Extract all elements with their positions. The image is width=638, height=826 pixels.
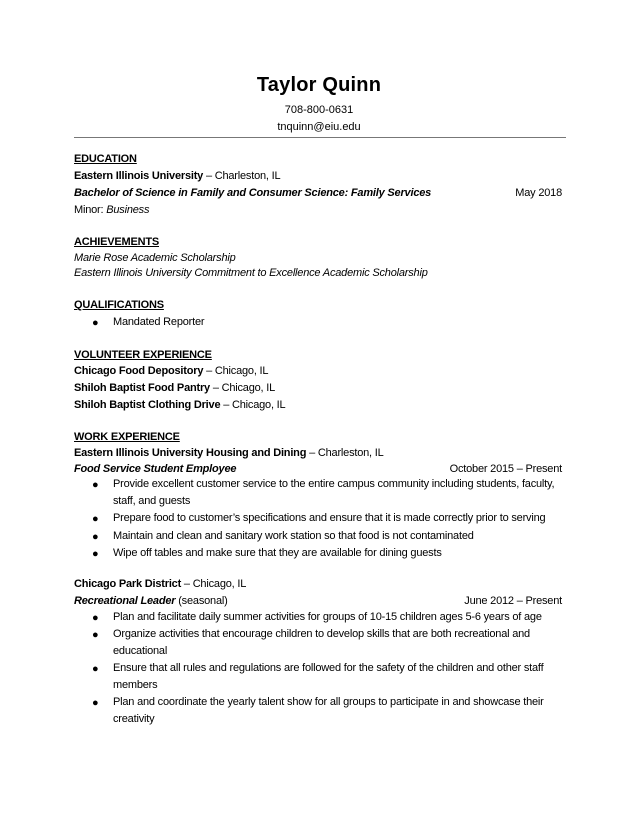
- job-title: Food Service Student Employee: [74, 463, 237, 475]
- phone-number: 708-800-0631: [284, 104, 354, 116]
- education-minor-line: [74, 203, 564, 217]
- bullet-icon: ●: [92, 663, 99, 675]
- job-location: – Chicago, IL: [181, 578, 247, 590]
- bullet-icon: ●: [92, 317, 99, 329]
- graduation-date: May 2018: [515, 187, 562, 199]
- email-address[interactable]: tnquinn@eiu.edu: [277, 121, 361, 133]
- volunteer-location: – Chicago, IL: [220, 399, 286, 411]
- job-bullet: Prepare food to customer’s specifications and ensure that it is made correctly prior to serving: [113, 512, 546, 524]
- job-bullet: Maintain and clean and sanitary work station so that food is not contaminated: [113, 530, 474, 542]
- job-title-line: [74, 462, 564, 476]
- education-heading: EDUCATION: [74, 153, 137, 165]
- bullet-icon: ●: [92, 479, 99, 491]
- school-location: – Charleston, IL: [203, 170, 281, 182]
- qualifications-heading: QUALIFICATIONS: [74, 299, 164, 311]
- school-name: Eastern Illinois University: [74, 170, 204, 182]
- bullet-icon: ●: [92, 513, 99, 525]
- job-title: Recreational Leader: [74, 595, 176, 607]
- bullet-icon: ●: [92, 629, 99, 641]
- bullet-icon: ●: [92, 548, 99, 560]
- volunteer-item: [74, 381, 564, 395]
- minor-value: Business: [106, 204, 150, 216]
- degree-name: Bachelor of Science in Family and Consumer Science: Family Services: [74, 187, 432, 199]
- volunteer-item: [74, 364, 564, 378]
- volunteer-item: [74, 398, 564, 412]
- job-employer-line: [74, 446, 564, 460]
- job-title-note: (seasonal): [175, 595, 228, 607]
- job-employer: Eastern Illinois University Housing and Dining: [74, 447, 307, 459]
- volunteer-heading: VOLUNTEER EXPERIENCE: [74, 349, 212, 361]
- minor-label: Minor:: [74, 204, 107, 216]
- education-school-line: [74, 169, 564, 183]
- volunteer-org: Shiloh Baptist Clothing Drive: [74, 399, 221, 411]
- bullet-icon: ●: [92, 612, 99, 624]
- job-dates: October 2015 – Present: [449, 463, 562, 475]
- volunteer-location: – Chicago, IL: [209, 382, 276, 394]
- bullet-icon: ●: [92, 697, 99, 709]
- education-degree-line: [74, 186, 564, 200]
- job-bullet: Plan and facilitate daily summer activities for groups of 10-15 children ages 5-6 years of age: [113, 611, 542, 623]
- achievements-heading: ACHIEVEMENTS: [74, 236, 159, 248]
- qualification-item: Mandated Reporter: [113, 316, 205, 328]
- volunteer-location: – Chicago, IL: [203, 365, 269, 377]
- volunteer-org: Chicago Food Depository: [74, 365, 204, 377]
- job-title-line: [74, 594, 564, 608]
- bullet-icon: ●: [92, 531, 99, 543]
- work-heading: WORK EXPERIENCE: [74, 431, 180, 443]
- job-dates: June 2012 – Present: [464, 595, 562, 607]
- candidate-name: Taylor Quinn: [256, 74, 382, 96]
- achievement-item: Eastern Illinois University Commitment to Excellence Academic Scholarship: [74, 267, 428, 279]
- job-bullet: Ensure that all rules and regulations are followed for the safety of the children and other staff members: [113, 662, 544, 691]
- job-bullet: Provide excellent customer service to the entire campus community including students, faculty, staff, and guests: [113, 478, 555, 507]
- volunteer-org: Shiloh Baptist Food Pantry: [74, 382, 210, 394]
- job-bullet: Plan and coordinate the yearly talent show for all groups to participate in and showcase their creativity: [113, 696, 544, 725]
- job-employer: Chicago Park District: [74, 578, 182, 590]
- job-bullet: Wipe off tables and make sure that they are available for dining guests: [113, 547, 442, 559]
- achievement-item: Marie Rose Academic Scholarship: [74, 252, 236, 264]
- header-divider: [74, 137, 566, 138]
- job-bullet: Organize activities that encourage children to develop skills that are both recreational and educational: [113, 628, 530, 657]
- job-location: – Charleston, IL: [306, 447, 384, 459]
- job-employer-line: [74, 577, 564, 591]
